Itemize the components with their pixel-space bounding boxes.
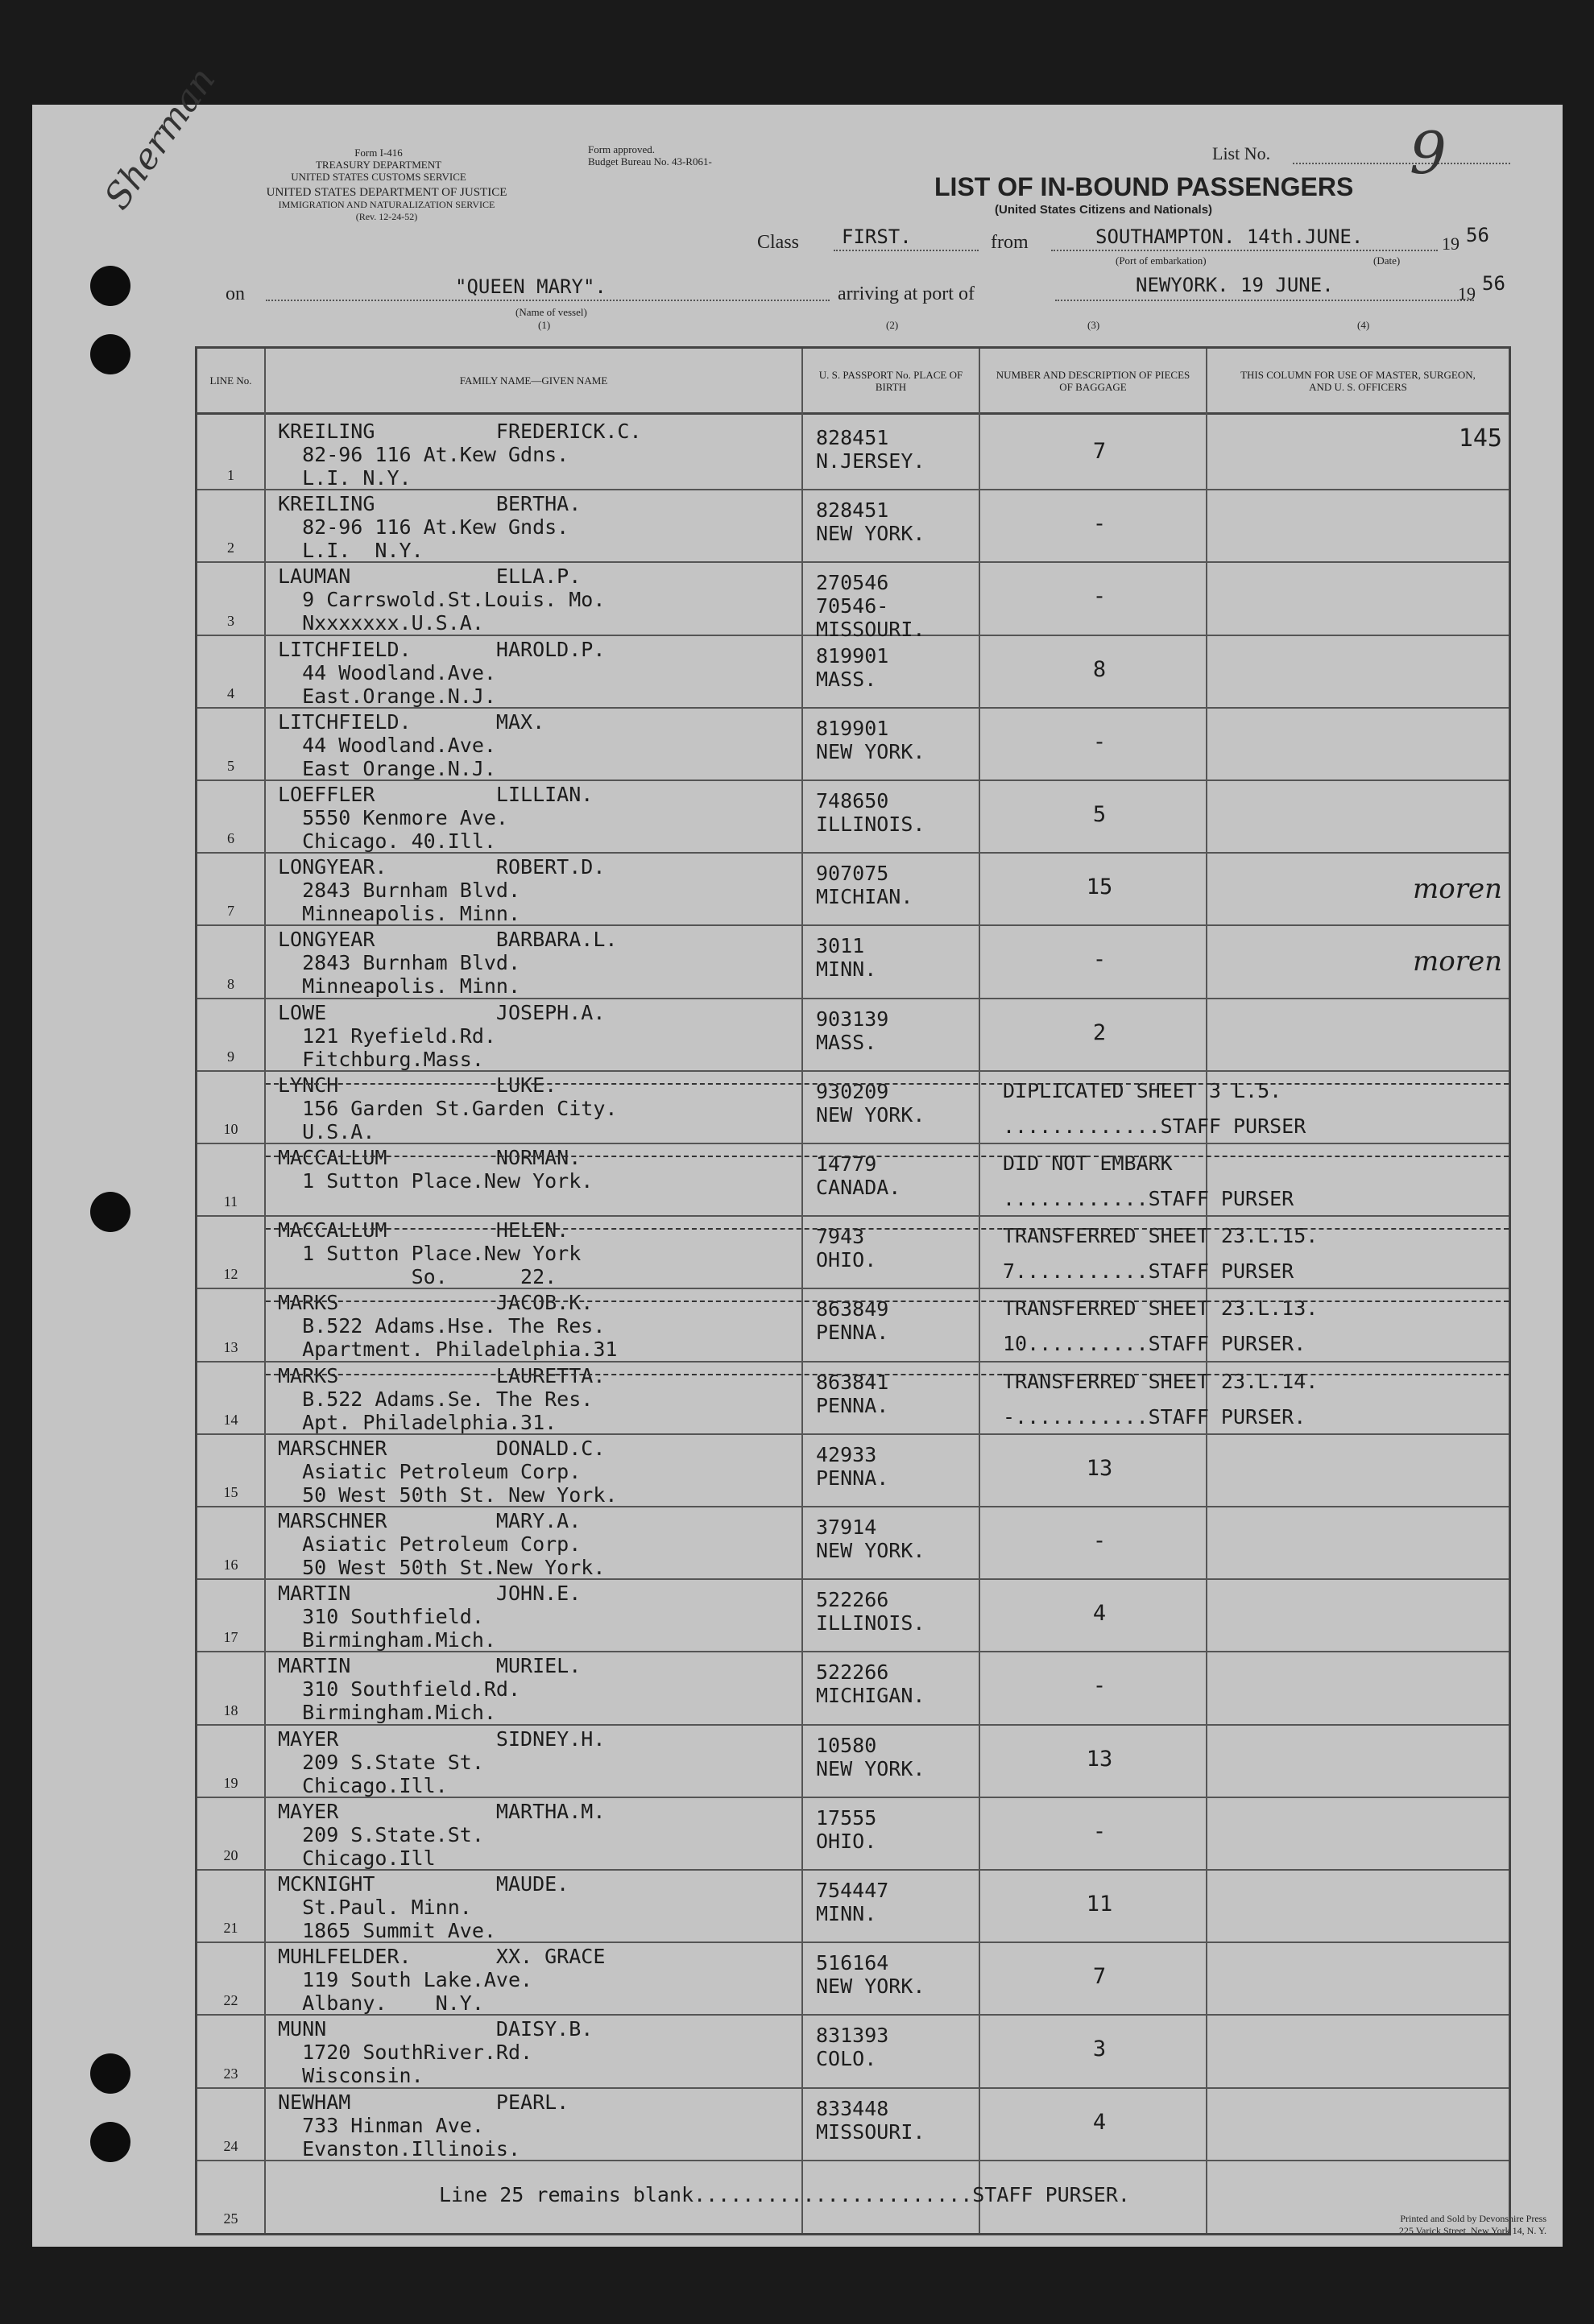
table-row — [197, 707, 1509, 781]
table-row — [197, 1215, 1509, 1289]
table-row — [197, 1433, 1509, 1507]
line-number: 9 — [227, 1048, 234, 1065]
line-number: 15 — [223, 1483, 238, 1500]
passenger-name-address: MARTIN MURIEL. 310 Southfield.Rd. Birmingham.Mich. — [278, 1654, 582, 1725]
passport-birthplace: 819901 MASS. — [816, 643, 889, 691]
passport-birthplace: 828451 NEW YORK. — [816, 498, 925, 546]
table-row — [197, 1578, 1509, 1652]
purser-note: TRANSFERRED SHEET 23.L.15. 7...........STAFF PURSER — [1003, 1224, 1319, 1284]
col3-num: (3) — [1087, 319, 1100, 331]
baggage-count: - — [1092, 1818, 1107, 1844]
passenger-name-address: NEWHAM PEARL. 733 Hinman Ave. Evanston.Illinois. — [278, 2090, 569, 2161]
line-number: 24 — [223, 2137, 238, 2154]
passenger-name-address: LITCHFIELD. HAROLD.P. 44 Woodland.Ave. East.Orange.N.J. — [278, 637, 606, 708]
vessel-name: "QUEEN MARY". — [455, 275, 607, 298]
punch-hole — [90, 2053, 130, 2094]
passenger-name-address: MARKS JACOB.K. B.522 Adams.Hse. The Res. Apartment. Philadelphia.31 — [278, 1291, 618, 1362]
purser-note: Line 25 remains blank.......................STAFF PURSER. — [439, 2182, 1130, 2206]
purser-note: TRANSFERRED SHEET 23.L.13. 10..........STAFF PURSER. — [1003, 1296, 1319, 1356]
officer-mark: moren — [1413, 945, 1502, 978]
punch-hole — [90, 334, 130, 374]
from-value: SOUTHAMPTON. 14th.JUNE. — [1095, 225, 1364, 248]
line-number: 20 — [223, 1846, 238, 1863]
passport-birthplace: 819901 NEW YORK. — [816, 716, 925, 763]
justice-block — [226, 187, 548, 223]
on-label: on — [226, 283, 245, 304]
line-number: 13 — [223, 1338, 238, 1355]
col4-num: (4) — [1357, 319, 1370, 331]
line-number: 5 — [227, 757, 234, 774]
passport-birthplace: 270546 70546- MISSOURI. — [816, 571, 925, 642]
passenger-name-address: KREILING BERTHA. 82-96 116 At.Kew Gnds. L.I. N.Y. — [278, 492, 582, 563]
baggage-count: - — [1092, 947, 1107, 973]
passenger-name-address: MARSCHNER MARY.A. Asiatic Petroleum Corp. 50 West 50th St.New York. — [278, 1509, 606, 1579]
table-row — [197, 561, 1509, 642]
line-number: 16 — [223, 1557, 238, 1573]
baggage-count: 4 — [1092, 1601, 1107, 1627]
table-row — [197, 998, 1509, 1072]
line-number: 10 — [223, 1120, 238, 1137]
table-row — [197, 2087, 1509, 2161]
vessel-label: (Name of vessel) — [515, 306, 587, 318]
passenger-name-address: MACCALLUM HELEN. 1 Sutton Place.New York So. 22. — [278, 1218, 582, 1289]
table-row — [197, 1797, 1509, 1871]
line-number: 7 — [227, 903, 234, 920]
ins-service: IMMIGRATION AND NATURALIZATION SERVICE — [278, 199, 495, 210]
passenger-name-address: LITCHFIELD. MAX. 44 Woodland.Ave. East Orange.N.J. — [278, 709, 545, 780]
passenger-table — [195, 346, 1511, 2235]
passport-birthplace: 828451 N.JERSEY. — [816, 426, 925, 473]
passport-birthplace: 863841 PENNA. — [816, 1370, 889, 1417]
printer-address: 225 Varick Street, New York 14, N. Y. — [1398, 2225, 1546, 2236]
line-number: 11 — [223, 1193, 238, 1210]
budget-bureau: Budget Bureau No. 43-R061- — [588, 155, 712, 167]
col1-num: (1) — [538, 319, 551, 331]
passport-birthplace: 903139 MASS. — [816, 1007, 889, 1054]
passport-birthplace: 3011 MINN. — [816, 934, 877, 982]
passport-birthplace: 17555 OHIO. — [816, 1805, 877, 1853]
passenger-name-address: MAYER MARTHA.M. 209 S.State.St. Chicago.Ill — [278, 1799, 606, 1870]
passenger-name-address: MARSCHNER DONALD.C. Asiatic Petroleum Corp. 50 West 50th St. New York. — [278, 1436, 618, 1507]
table-row — [197, 1869, 1509, 1943]
arrival-year: 56 — [1482, 272, 1505, 295]
table-row — [197, 489, 1509, 563]
table-row — [197, 1070, 1509, 1144]
purser-note: TRANSFERRED SHEET 23.L.14. -...........STAFF PURSER. — [1003, 1369, 1319, 1429]
list-no-label: List No. — [1212, 143, 1271, 163]
passenger-name-address: LAUMAN ELLA.P. 9 Carrswold.St.Louis. Mo. Nxxxxxxx.U.S.A. — [278, 564, 606, 635]
passenger-name-address: LONGYEAR. ROBERT.D. 2843 Burnham Blvd. Minneapolis. Minn. — [278, 855, 606, 926]
form-title: LIST OF IN-BOUND PASSENGERS — [934, 172, 1354, 201]
passport-birthplace: 754447 MINN. — [816, 1879, 889, 1925]
margin-signature: Sherman — [97, 60, 224, 217]
baggage-count: 4 — [1092, 2109, 1107, 2135]
passenger-name-address: LOWE JOSEPH.A. 121 Ryefield.Rd. Fitchburg.Mass. — [278, 1000, 606, 1071]
baggage-count: 5 — [1092, 802, 1107, 827]
approval-block — [588, 143, 773, 167]
from-year-prefix: 19 — [1442, 234, 1459, 254]
table-row — [197, 924, 1509, 999]
class-value: FIRST. — [842, 225, 912, 248]
line-number: 25 — [223, 2210, 238, 2227]
passport-birthplace: 907075 MICHIAN. — [816, 862, 913, 909]
passport-birthplace: 14779 CANADA. — [816, 1152, 901, 1199]
line-number: 23 — [223, 2065, 238, 2082]
table-row — [197, 2160, 1509, 2232]
passenger-name-address: MACCALLUM NORMAN. 1 Sutton Place.New York. — [278, 1146, 594, 1193]
passport-birthplace: 522266 ILLINOIS. — [816, 1588, 925, 1635]
form-header-left — [250, 147, 507, 183]
line-number: 12 — [223, 1266, 238, 1283]
revision: (Rev. 12-24-52) — [355, 211, 418, 222]
baggage-count: 7 — [1092, 1964, 1107, 1990]
baggage-count: 13 — [1086, 1455, 1113, 1481]
header-name: FAMILY NAME—GIVEN NAME — [266, 349, 801, 415]
header-baggage: NUMBER AND DESCRIPTION OF PIECES OF BAGGAGE — [980, 349, 1206, 415]
baggage-count: 15 — [1086, 875, 1113, 900]
line-number: 2 — [227, 540, 234, 556]
line-number: 8 — [227, 975, 234, 992]
passport-birthplace: 516164 NEW YORK. — [816, 1951, 925, 1999]
table-row — [197, 635, 1509, 709]
passenger-name-address: MAYER SIDNEY.H. 209 S.State St. Chicago.Ill. — [278, 1726, 606, 1797]
punch-hole — [90, 2122, 130, 2162]
strike-through-line — [266, 1228, 1509, 1230]
baggage-count: 11 — [1086, 1892, 1113, 1917]
form-approved: Form approved. — [588, 143, 656, 155]
customs-service: UNITED STATES CUSTOMS SERVICE — [291, 171, 466, 183]
passenger-name-address: LOEFFLER LILLIAN. 5550 Kenmore Ave. Chicago. 40.Ill. — [278, 783, 594, 853]
line-number: 3 — [227, 612, 234, 629]
passenger-name-address: LYNCH LUKE. 156 Garden St.Garden City. U.S.A. — [278, 1073, 618, 1143]
officer-mark: 145 — [1458, 424, 1502, 453]
line-number: 6 — [227, 830, 234, 847]
baggage-count: 8 — [1092, 656, 1107, 682]
strike-through-line — [266, 1083, 1509, 1085]
line-number: 1 — [227, 467, 234, 484]
table-row — [197, 779, 1509, 854]
baggage-count: - — [1092, 584, 1107, 610]
justice-dept: UNITED STATES DEPARTMENT OF JUSTICE — [266, 186, 507, 199]
printer-name: Printed and Sold by Devonshire Press — [1400, 2213, 1546, 2224]
line-number: 4 — [227, 684, 234, 701]
passenger-name-address: MCKNIGHT MAUDE. St.Paul. Minn. 1865 Summit Ave. — [278, 1872, 569, 1942]
passport-birthplace: 522266 MICHIGAN. — [816, 1660, 925, 1708]
list-no-value: 9 — [1410, 119, 1447, 187]
header-passport: U. S. PASSPORT No. PLACE OF BIRTH — [803, 349, 979, 415]
line-number: 18 — [223, 1702, 238, 1718]
baggage-count: - — [1092, 1528, 1107, 1553]
arrival-year-prefix: 19 — [1458, 283, 1476, 304]
table-row — [197, 1143, 1509, 1217]
passport-birthplace: 930209 NEW YORK. — [816, 1079, 925, 1127]
strike-through-line — [266, 1301, 1509, 1302]
arriving-label: arriving at port of — [838, 283, 975, 304]
header-officers: THIS COLUMN FOR USE OF MASTER, SURGEON, AND U. S. OFFICERS — [1207, 349, 1509, 415]
line-number: 14 — [223, 1411, 238, 1428]
baggage-count: - — [1092, 729, 1107, 755]
punch-hole — [90, 266, 130, 306]
passport-birthplace: 10580 NEW YORK. — [816, 1733, 925, 1780]
strike-through-line — [266, 1374, 1509, 1375]
passport-birthplace: 833448 MISSOURI. — [816, 2096, 925, 2144]
passport-birthplace: 748650 ILLINOIS. — [816, 789, 925, 836]
form-number: Form I-416 — [354, 147, 403, 159]
officer-mark: moren — [1413, 873, 1502, 906]
purser-note: DID NOT EMBARK ............STAFF PURSER — [1003, 1152, 1294, 1210]
line-number: 17 — [223, 1629, 238, 1646]
arrival-value: NEWYORK. 19 JUNE. — [1136, 274, 1334, 296]
baggage-count: 13 — [1086, 1746, 1113, 1772]
line-number: 19 — [223, 1774, 238, 1791]
passenger-name-address: LONGYEAR BARBARA.L. 2843 Burnham Blvd. Minneapolis. Minn. — [278, 928, 618, 999]
passenger-name-address: MUNN DAISY.B. 1720 SouthRiver.Rd. Wisconsin. — [278, 2017, 594, 2088]
form-subtitle: (United States Citizens and Nationals) — [995, 203, 1213, 217]
purser-note: DIPLICATED SHEET 3 L.5. .............STAFF PURSER — [1003, 1078, 1306, 1138]
passenger-name-address: KREILING FREDERICK.C. 82-96 116 At.Kew Gdns. L.I. N.Y. — [278, 420, 642, 490]
port-embark-label: (Port of embarkation) — [1116, 254, 1207, 267]
table-row — [197, 1361, 1509, 1435]
baggage-count: 2 — [1092, 1019, 1107, 1045]
header-line: LINE No. — [197, 349, 264, 415]
passport-birthplace: 37914 NEW YORK. — [816, 1516, 925, 1562]
table-row — [197, 1941, 1509, 2016]
date-label: (Date) — [1373, 254, 1401, 267]
line-number: 21 — [223, 1920, 238, 1937]
table-row — [197, 1506, 1509, 1580]
punch-hole — [90, 1192, 130, 1232]
table-row — [197, 2014, 1509, 2088]
baggage-count: - — [1092, 1673, 1107, 1699]
passport-birthplace: 831393 COLO. — [816, 2024, 889, 2071]
strike-through-line — [266, 1156, 1509, 1157]
passenger-name-address: MUHLFELDER. XX. GRACE 119 South Lake.Ave. Albany. N.Y. — [278, 1945, 606, 2016]
table-row — [197, 1724, 1509, 1798]
from-label: from — [991, 232, 1029, 253]
table-row — [197, 1288, 1509, 1362]
treasury-dept: TREASURY DEPARTMENT — [315, 159, 442, 171]
passenger-name-address: MARTIN JOHN.E. 310 Southfield. Birmingham.Mich. — [278, 1582, 582, 1652]
table-row — [197, 1651, 1509, 1725]
baggage-count: - — [1092, 511, 1107, 537]
from-year: 56 — [1466, 224, 1489, 246]
col2-num: (2) — [886, 319, 899, 331]
passport-birthplace: 42933 PENNA. — [816, 1442, 889, 1490]
baggage-count: 7 — [1092, 439, 1107, 464]
table-row — [197, 416, 1509, 490]
table-row — [197, 852, 1509, 926]
baggage-count: 3 — [1092, 2037, 1107, 2062]
passenger-name-address: MARKS LAURETTA. B.522 Adams.Se. The Res. Apt. Philadelphia.31. — [278, 1363, 606, 1434]
passport-birthplace: 7943 OHIO. — [816, 1225, 877, 1272]
class-label: Class — [757, 232, 800, 253]
line-number: 22 — [223, 1992, 238, 2009]
passport-birthplace: 863849 PENNA. — [816, 1297, 889, 1345]
